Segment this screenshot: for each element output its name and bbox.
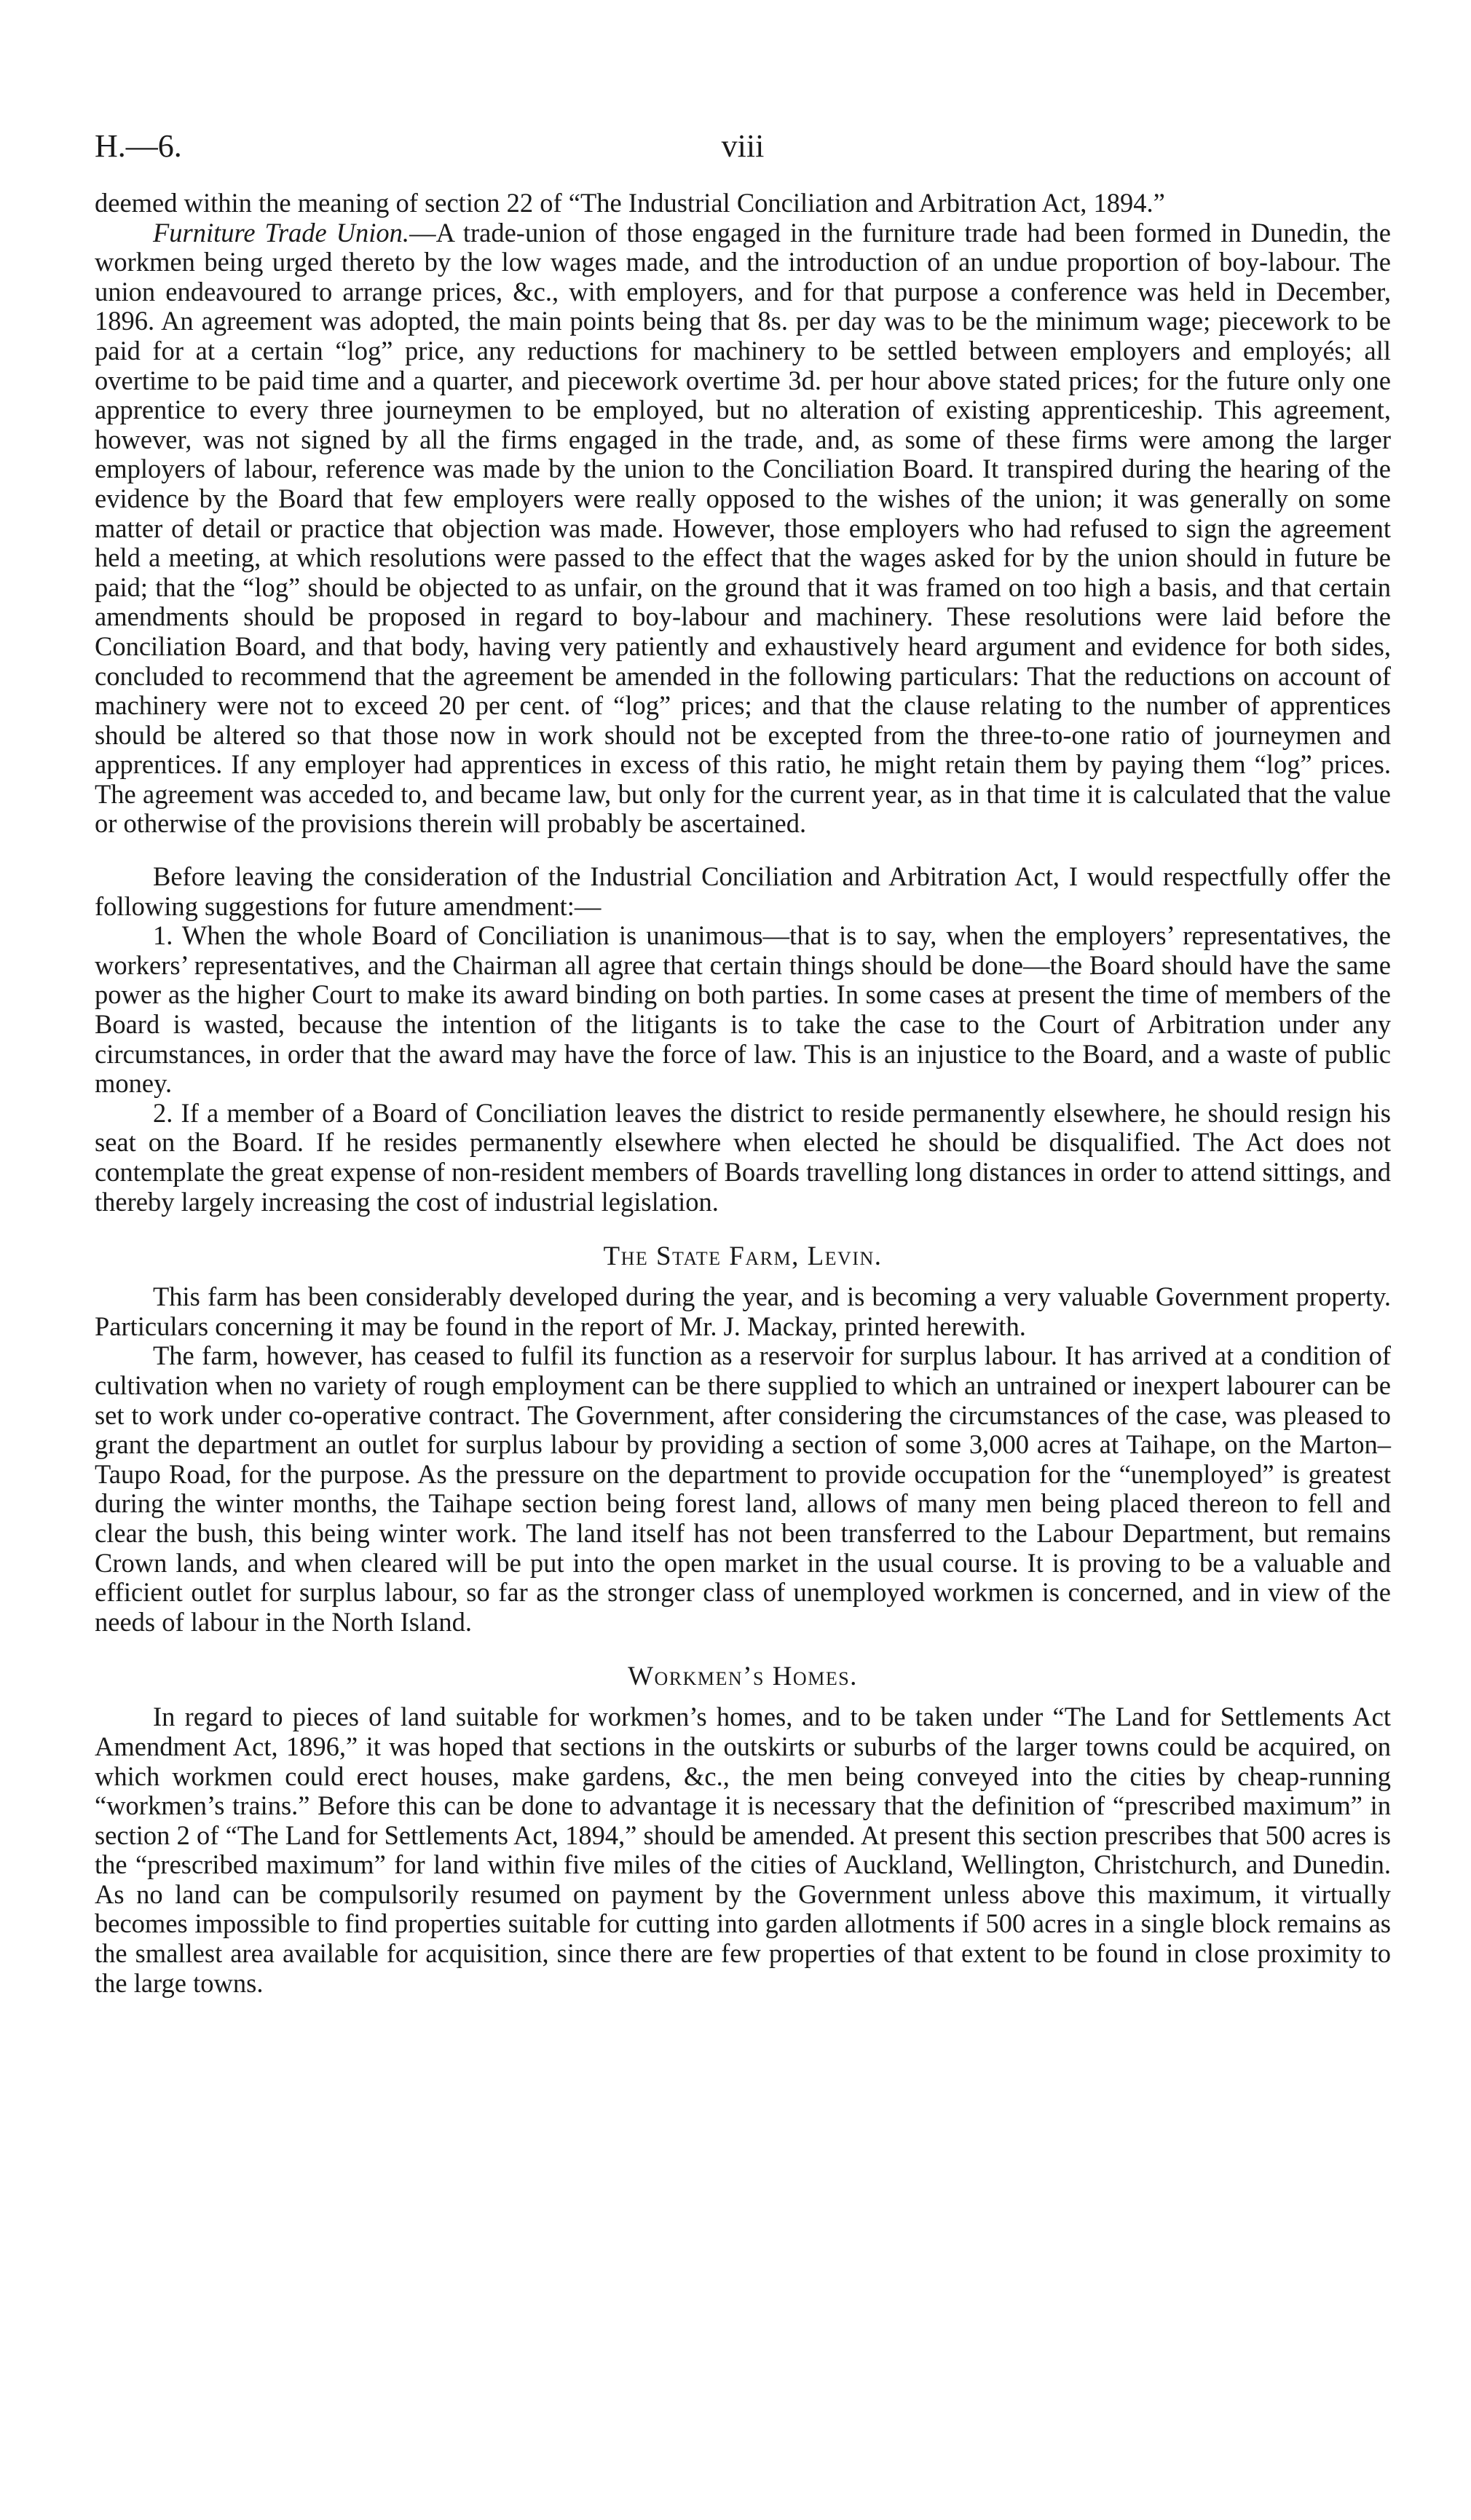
paragraph-body: —A trade-union of those engaged in the furniture trade had been formed in Dunedin, the workmen being urged thereto by the low wages made, and the introduction of an undue proportion of boy-labour. The union endeavoured to arrange prices, &c., with employers, and for that purpose a conference was held in December, 1896. An agreement was adopted, the main points being that 8s. per day was to be the minimum wage; piecework to be paid for at a certain “log” price, any reductions for machinery to be settled between employers and employés; all overtime to be paid time and a quarter, and piecework overtime 3d. per hour above stated prices; for the future only one apprentice to every three journeymen to be employed, but no alteration of existing apprenticeship. This agreement, however, was not signed by all the firms engaged in the trade, and, as some of these firms were among the larger employers of labour, reference was made by the union to the Conciliation Board. It transpired during the hearing of the evidence by the Board that few employers were really opposed to the wishes of the union; it was generally on some matter of detail or practice that objection was made. However, those employers who had refused to sign the agreement held a meeting, at which resolutions were passed to the effect that the wages asked for by the union should in future be paid; that the “log” should be objected to as unfair, on the ground that it was framed on too high a basis, and that certain amendments should be proposed in regard to boy-labour and machinery. These resolutions were laid before the Conciliation Board, and that body, having very patiently and exhaustively heard argument and evidence for both sides, concluded to recommend that the agreement be amended in the following particulars: That the reductions on account of machinery were not to exceed 20 per cent. of “log” prices; and that the clause relating to the number of apprentices should be altered so that those now in work should not be excepted from the three-to-one ratio of journeymen and apprentices. If any employer had apprentices in excess of this ratio, he might retain them by paying them “log” prices. The agreement was acceded to, and became law, but only for the current year, as in that time it is calculated that the value or otherwise of the provisions therein will probably be ascertained. (95, 217, 1391, 839)
paragraph-state-farm-development: This farm has been considerably developed during the year, and is becoming a very valuable Government property. Particulars concerning it may be found in the report of Mr. J. Mackay, printed herewith. (95, 1281, 1391, 1341)
paragraph-workmens-homes: In regard to pieces of land suitable for workmen’s homes, and to be taken under “The Land for Settlements Act Amendment Act, 1896,” it was hoped that sections in the outskirts or suburbs of the larger towns could be acquired, on which workmen could erect houses, make gardens, &c., the men being conveyed into the cities by cheap-running “workmen’s trains.” Before this can be done to advantage it is necessary that the definition of “prescribed maximum” in section 2 of “The Land for Settlements Act, 1894,” should be amended. At present this section prescribes that 500 acres is the “prescribed maximum” for land within five miles of the cities of Auckland, Wellington, Christchurch, and Dunedin. As no land can be compulsorily resumed on payment by the Government unless above this maximum, it virtually becomes impossible to find properties suitable for cutting into garden allotments if 500 acres in a single block remains as the smallest area available for acquisition, since there are few properties of that extent to be found in close proximity to the large towns. (95, 1702, 1391, 1998)
section-heading-state-farm: The State Farm, Levin. (603, 1241, 883, 1272)
document-page (95, 127, 1391, 2457)
body-text (95, 189, 1391, 1998)
paragraph-run-in-title: Furniture Trade Union. (153, 217, 410, 248)
paragraph-furniture-trade-union (95, 218, 1391, 839)
paragraph-suggestion-1: 1. When the whole Board of Conciliation is unanimous—that is to say, when the employers’ representatives, the workers’ representatives, and the Chairman all agree that certain things should be done—the Board should have the same power as the higher Court to make its award binding on both parties. In some cases at present the time of members of the Board is wasted, because the intention of the litigants is to take the case to the Court of Arbitration under any circumstances, in order that the award may have the force of law. This is an injustice to the Board, and a waste of public money. (95, 920, 1391, 1099)
paragraph-suggestions-intro: Before leaving the consideration of the Industrial Conciliation and Arbitration Act, I would respectfully offer the following suggestions for future amendment:— (95, 861, 1391, 921)
page-header (95, 127, 1391, 178)
paragraph-act-reference: deemed within the meaning of section 22 of “The Industrial Conciliation and Arbitration Act, 1894.” (95, 188, 1165, 218)
paragraph-suggestion-2: 2. If a member of a Board of Conciliation leaves the district to reside permanently elsewhere, he should resign his seat on the Board. If he resides permanently elsewhere when elected he should be disqualified. The Act does not contemplate the great expense of non-resident members of Boards travelling long distances in order to attend sittings, and thereby largely increasing the cost of industrial legislation. (95, 1097, 1391, 1217)
paragraph-state-farm-surplus-labour: The farm, however, has ceased to fulfil its function as a reservoir for surplus labour. It has arrived at a condition of cultivation when no variety of rough employment can be there supplied to which an untrained or inexpert labourer can be set to work under co-operative contract. The Government, after considering the circumstances of the case, was pleased to grant the department an outlet for surplus labour by providing a section of some 3,000 acres at Taihape, on the Marton–Taupo Road, for the purpose. As the pressure on the department to provide occupation for the “unemployed” is greatest during the winter months, the Taihape section being forest land, allows of many men being placed thereon to fell and clear the bush, this being winter work. The land itself has not been transferred to the Labour Department, but remains Crown lands, and when cleared will be put into the open market in the usual course. It is proving to be a valuable and efficient outlet for surplus labour, so far as the stronger class of unemployed workmen is concerned, and in view of the needs of labour in the North Island. (95, 1340, 1391, 1637)
section-heading-workmens-homes: Workmen’s Homes. (628, 1662, 858, 1692)
document-reference: H.—6. (95, 128, 182, 164)
page-number: viii (721, 128, 765, 164)
